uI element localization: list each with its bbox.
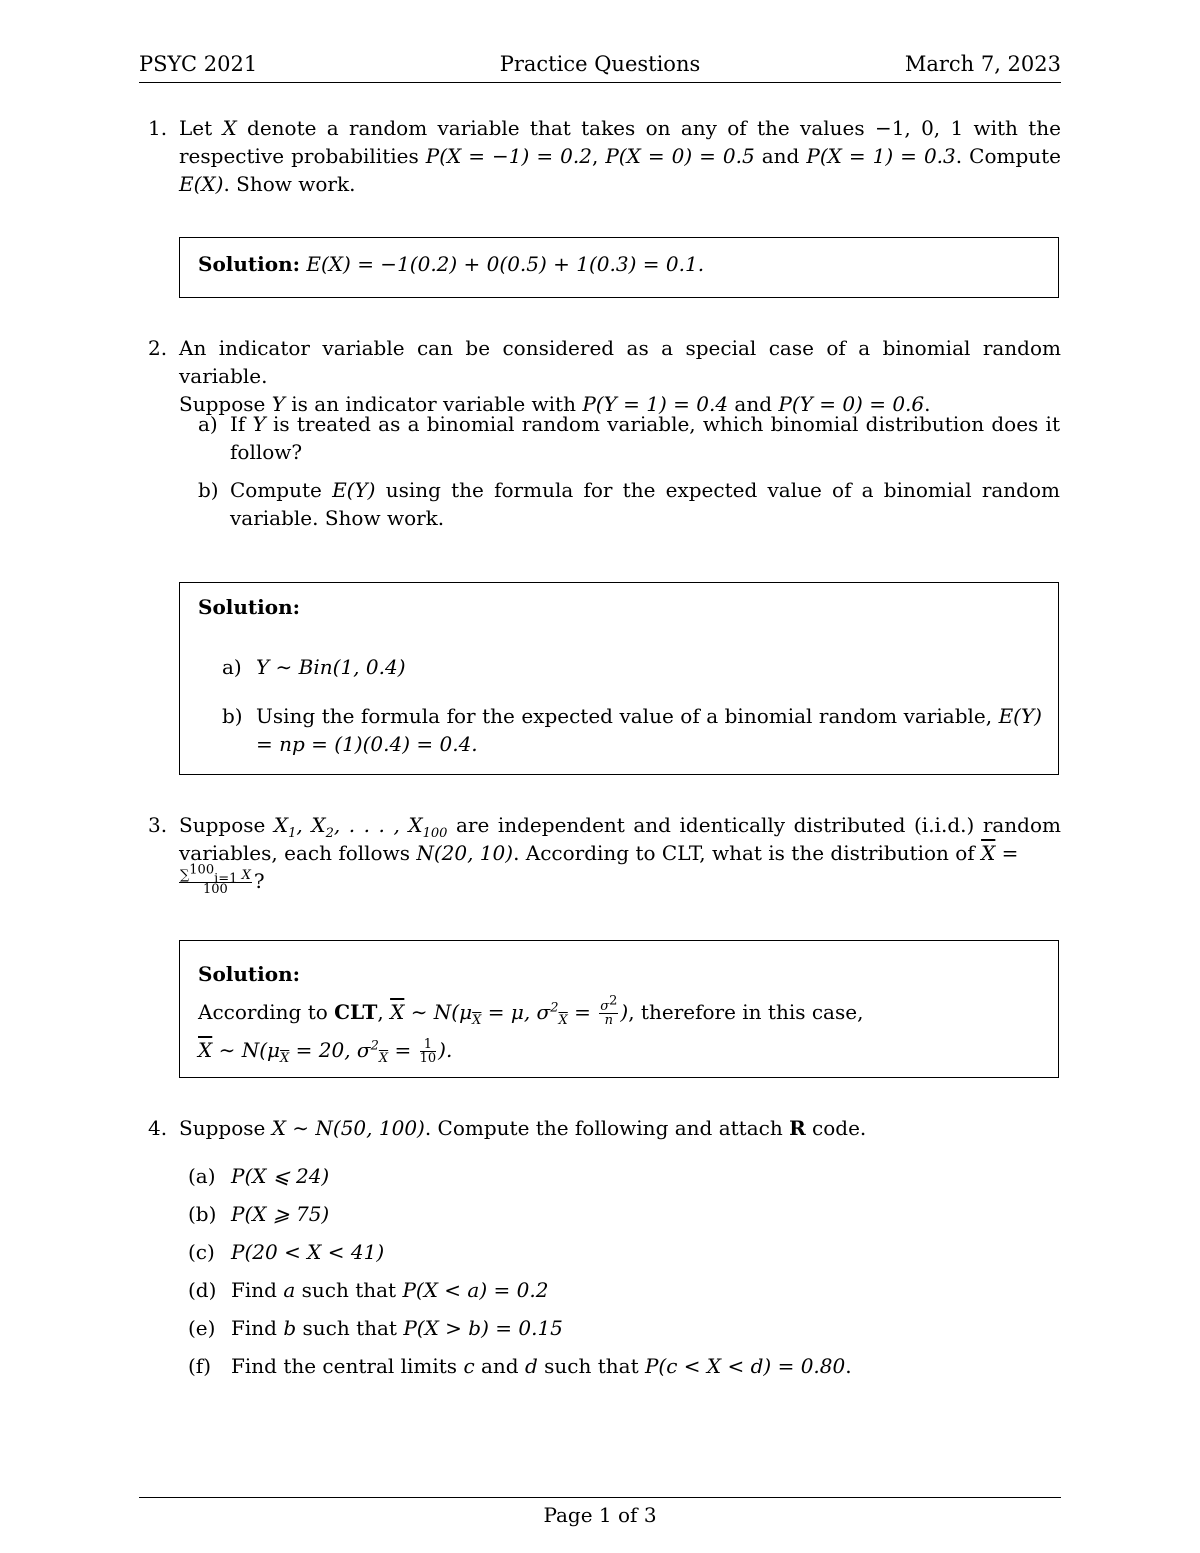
course-code: PSYC 2021: [139, 52, 258, 76]
solution-2a: a) Y ∼ Bin(1, 0.4): [222, 655, 406, 679]
question-4a: (a) P(X ⩽ 24): [188, 1164, 330, 1188]
sub-text: Compute E(Y) using the formula for the expected value of a binomial random variable. Show work.: [230, 478, 1060, 530]
solution-text: E(X) = −1(0.2) + 0(0.5) + 1(0.3) = 0.1.: [306, 252, 705, 276]
sub-label: b): [198, 478, 219, 502]
solution-label: Solution:: [198, 962, 301, 986]
document-date: March 7, 2023: [904, 52, 1061, 76]
question-text: Suppose $X_1$, $X_2$, . . . , $X_{100}$ are independent and identically distributed (i.i.d.) random variables, each follows N(20, 10). According to CLT, what is the distribution of $\overline{X}$ = $\frac{\sum^{100}_{i=1} X}{100}$ ?: [179, 813, 1061, 897]
question-number: 3.: [148, 813, 168, 837]
solution-label: Solution:: [198, 252, 301, 276]
solution-box-2: [179, 582, 1059, 775]
footer-rule: [139, 1497, 1061, 1498]
question-4c: (c) P(20 < X < 41): [188, 1240, 385, 1264]
solution-line-1: According to CLT, $\overline{X}$ ∼ $N(\mu_{\overline{X}} = \mu$, $\sigma^2_{\overline{X}}$ = $\frac{\sigma^2}{n}$ ), therefore in this case,: [198, 993, 864, 1028]
question-2b: [198, 476, 1060, 532]
question-4b: (b) P(X ⩾ 75): [188, 1202, 330, 1226]
question-4e: (e) Find b such that P(X > b) = 0.15: [188, 1316, 563, 1340]
sub-text: If Y is treated as a binomial random variable, which binomial distribution does it follow?: [230, 412, 1060, 464]
question-2: [148, 334, 1061, 418]
question-2a: [198, 410, 1060, 466]
question-3: [148, 811, 1061, 896]
question-text: An indicator variable can be considered as a special case of a binomial random variable. Suppose Y is an indicator variable with P(Y = 1) = 0.4 and P(Y = 0) = 0.6.: [179, 336, 1061, 416]
question-4: [148, 1114, 1061, 1142]
question-4d: (d) Find a such that P(X < a) = 0.2: [188, 1278, 549, 1302]
question-1: [148, 114, 1061, 198]
solution-line-2: $\overline{X}$ ∼ $N(\mu_{\overline{X}} = 20$, $\sigma^2_{\overline{X}}$ = $\frac{1}{10}$ ).: [198, 1037, 453, 1066]
question-number: 4.: [148, 1116, 168, 1140]
document-title: Practice Questions: [499, 52, 701, 76]
page-header: [139, 50, 1061, 83]
solution-box-3: [179, 940, 1059, 1078]
sub-label: a): [198, 412, 218, 436]
solution-label: Solution:: [198, 595, 301, 619]
question-number: 1.: [148, 116, 168, 140]
solution-2b: b) Using the formula for the expected value of a binomial random variable, E(Y) = np = (1)(0.4) = 0.4.: [222, 704, 1042, 756]
solution-box-1: [179, 237, 1059, 298]
question-number: 2.: [148, 336, 168, 360]
page-number: Page 1 of 3: [543, 1503, 657, 1527]
question-text: Let X denote a random variable that takes on any of the values −1, 0, 1 with the respective probabilities P(X = −1) = 0.2, P(X = 0) = 0.5 and P(X = 1) = 0.3. Compute E(X). Show work.: [179, 116, 1062, 196]
question-4f: (f) Find the central limits c and d such that P(c < X < d) = 0.80.: [188, 1354, 852, 1378]
question-text: Suppose X ∼ N(50, 100). Compute the following and attach R code.: [179, 1116, 867, 1140]
